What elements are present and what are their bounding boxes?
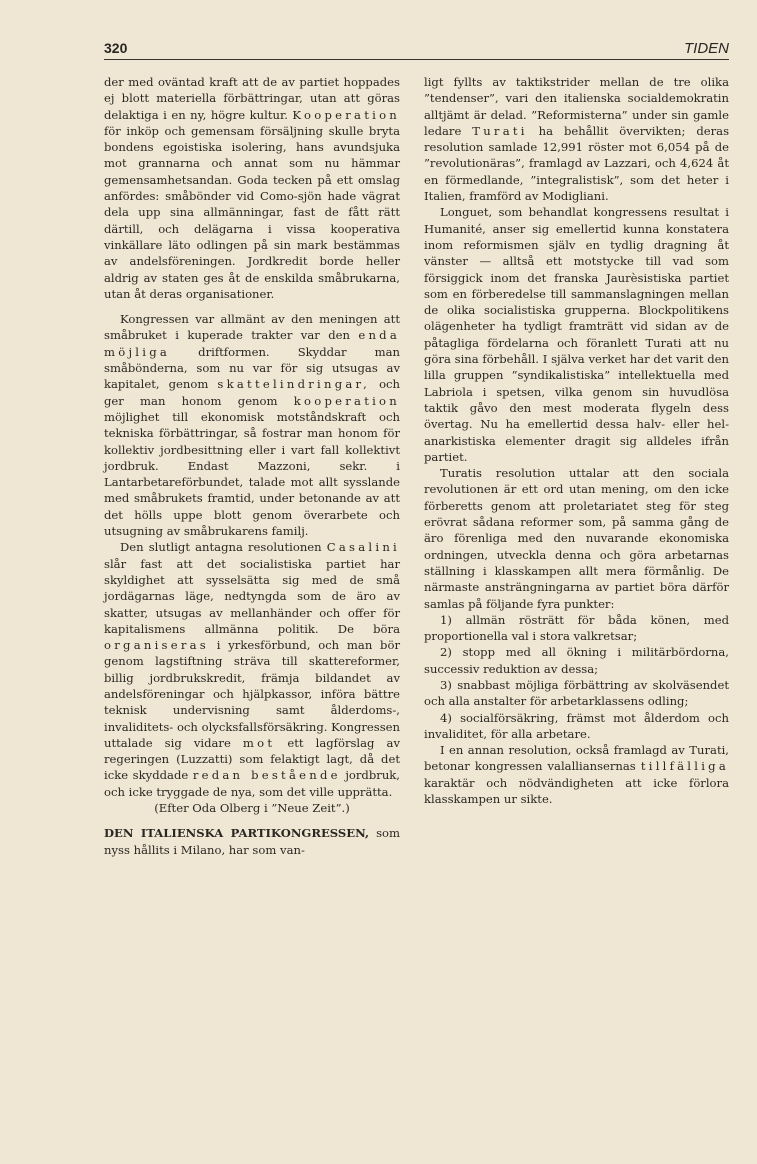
paragraph: [104, 539, 400, 800]
text-run: slår fast att det socialistiska partiet har skyldighet att sysselsätta sig med de små jordägarnas läge, nedtyngda som de äro av skatter, utsugas av mellanhänder och offer för kapitalismens allmänna politik. De böra: [104, 556, 400, 636]
left-column: [104, 74, 400, 858]
spaced-text: redan bestående: [192, 768, 341, 783]
text-run: driftformen. Skyddar man småbönderna, som nu var för sig utsugas av kapitalet, genom: [104, 344, 400, 392]
list-item: 1) allmän rösträtt för båda könen, med proportionella val i stora valkretsar;: [424, 612, 729, 644]
spaced-text: enda möjliga: [104, 328, 400, 359]
spaced-text: mot: [242, 735, 276, 750]
source-citation: (Efter Oda Olberg i ”Neue Zeit”.): [154, 801, 350, 816]
text-run: der med oväntad kraft att de av partiet hoppades ej blott materiella förbättringar, utan att göras delaktiga i en ny, högre kultur.: [104, 75, 400, 122]
paragraph: [104, 311, 400, 539]
text-run: ha behållit övervikten; deras resolution samlade 12,991 röster mot 6,054 på de ”revolutionäras”, framlagd av Lazzari, och 4,624 åt en förmedlande, ”integralistisk”, som det heter i Italien, framförd av Modigliani.: [424, 123, 730, 204]
spaced-text: skattelindringar,: [217, 377, 370, 392]
spaced-text: Casalini: [326, 540, 400, 555]
spaced-text: kooperation: [293, 393, 400, 408]
text-run: för inköp och gemensam försäljning skulle bryta bondens egoistiska isolering, hans avundsjuka mot grannarna och annat som nu hämmar gemensamhetsandan. Goda tecken på ett omslag anfördes: småbönder vid Como-sjön hade vägrat dela upp sina allmänningar, fast de fått rätt därtill, och delägarna i vissa kooperativa vinkällare läto odlingen på sin mark bestämmas av andelsföreningen. Jordkredit borde heller aldrig av staten ges åt de enskilda småbrukarna, utan åt deras organisationer.: [104, 123, 400, 301]
spaced-text: organiseras: [104, 638, 209, 653]
spaced-text: tillfälliga: [640, 759, 729, 774]
page-header: [104, 38, 729, 60]
paragraph: [104, 74, 400, 302]
text-run: Den slutligt antagna resolutionen: [120, 540, 322, 555]
section-heading: DEN ITALIENSKA PARTIKONGRESSEN,: [104, 826, 370, 841]
journal-title: TIDEN: [684, 40, 729, 57]
paragraph: [424, 74, 729, 204]
paragraph: [424, 742, 729, 807]
page-number: 320: [104, 40, 128, 56]
section-heading-paragraph: [104, 825, 400, 858]
text-run: karaktär och nödvändigheten att icke förlora klasskampen ur sikte.: [424, 775, 729, 807]
text-run: och ger man honom genom: [104, 377, 401, 408]
text-run: ligt fyllts av taktikstrider mellan de tre olika ”tendenser”, vari den italienska socialdemokratin alltjämt är delad. ”Reformisterna” under sin gamle ledare: [424, 75, 729, 138]
paragraph: Longuet, som behandlat kongressens resultat i Humanité, anser sig emellertid kunna konstatera inom reformismen själv en tydlig dragning åt vänster — alltså ett motstycke till vad som försiggick inom det franska Jaurèsistiska partiet som en förberedelse till sammanslagningen mellan de olika socialistiska grupperna. Blockpolitikens olägenheter ha tydligt framträtt vid sidan av de påtagliga fördelarna och föranlett Turati att nu göra sina förbehåll. I själva verket har det varit den lilla gruppen ”syndikalistiska” intellektuella med Labriola i spetsen, vilka genom sin huvudlösa taktik gåvo den mest moderata flygeln dess övertag. Nu ha emellertid dessa halv- eller hel-anarkistiska elementer dragit sig alldeles ifrån partiet.: [424, 205, 729, 464]
list-item: 2) stopp med all ökning i militärbördorna, successiv reduktion av dessa;: [424, 645, 729, 676]
text-run: ett lagförslag av regeringen (Luzzatti) som felaktigt lagt, då det icke skyddade: [104, 735, 401, 783]
text-run: jordbruk, och icke tryggade de nya, som det ville upprätta.: [104, 768, 400, 799]
spaced-text: Turati: [472, 123, 528, 138]
text-run: möjlighet till ekonomisk motståndskraft och tekniska förbättringar, så fostrar man honom för kollektiv jordbesittning eller i vart fall kollektivt jordbruk. Endast Mazzoni, sekr. i Lantarbetareförbundet, talade mot allt sysslande med småbrukets framtid, under betonande av att det hölls uppe blott genom överarbete och utsugning av småbrukarens familj.: [104, 409, 400, 539]
list-item: 4) socialförsäkring, främst mot ålderdom och invaliditet, för alla arbetare.: [424, 710, 729, 741]
text-run: Kongressen var allmänt av den meningen att småbruket i kuperade trakter var den: [104, 312, 400, 343]
paragraph: Turatis resolution uttalar att den sociala revolutionen är ett ord utan mening, om den icke förberetts genom att proletariatet steg för steg erövrat sådana reformer som, på samma gång de äro förenliga med den nuvarande ekonomiska ordningen, utveckla denna och göra arbetarnas ställning i klasskampen allt mera förmånlig. De närmaste ansträngningarna av partiet böra därför samlas på följande fyra punkter:: [424, 466, 729, 611]
header-rule: [104, 59, 729, 60]
text-run: i yrkesförbund, och man bör genom lagstiftning sträva till skattereformer, billig jordbrukskredit, främja bildandet av andelsföreningar och hjälpkassor, införa bättre teknisk undervisning samt ålderdoms-, invaliditets- och olycksfallsförsäkring. Kongressen uttalade sig vidare: [104, 638, 400, 750]
list-item: 3) snabbast möjliga förbättring av skolväsendet och alla anstalter för arbetarklassens odling;: [424, 677, 729, 709]
text-run: som nyss hållits i Milano, har som van-: [104, 826, 400, 857]
text-run: I en annan resolution, också framlagd av Turati, betonar kongressen valalliansernas: [424, 743, 729, 774]
spaced-text: Kooperation: [292, 107, 401, 122]
right-column: [424, 74, 729, 807]
